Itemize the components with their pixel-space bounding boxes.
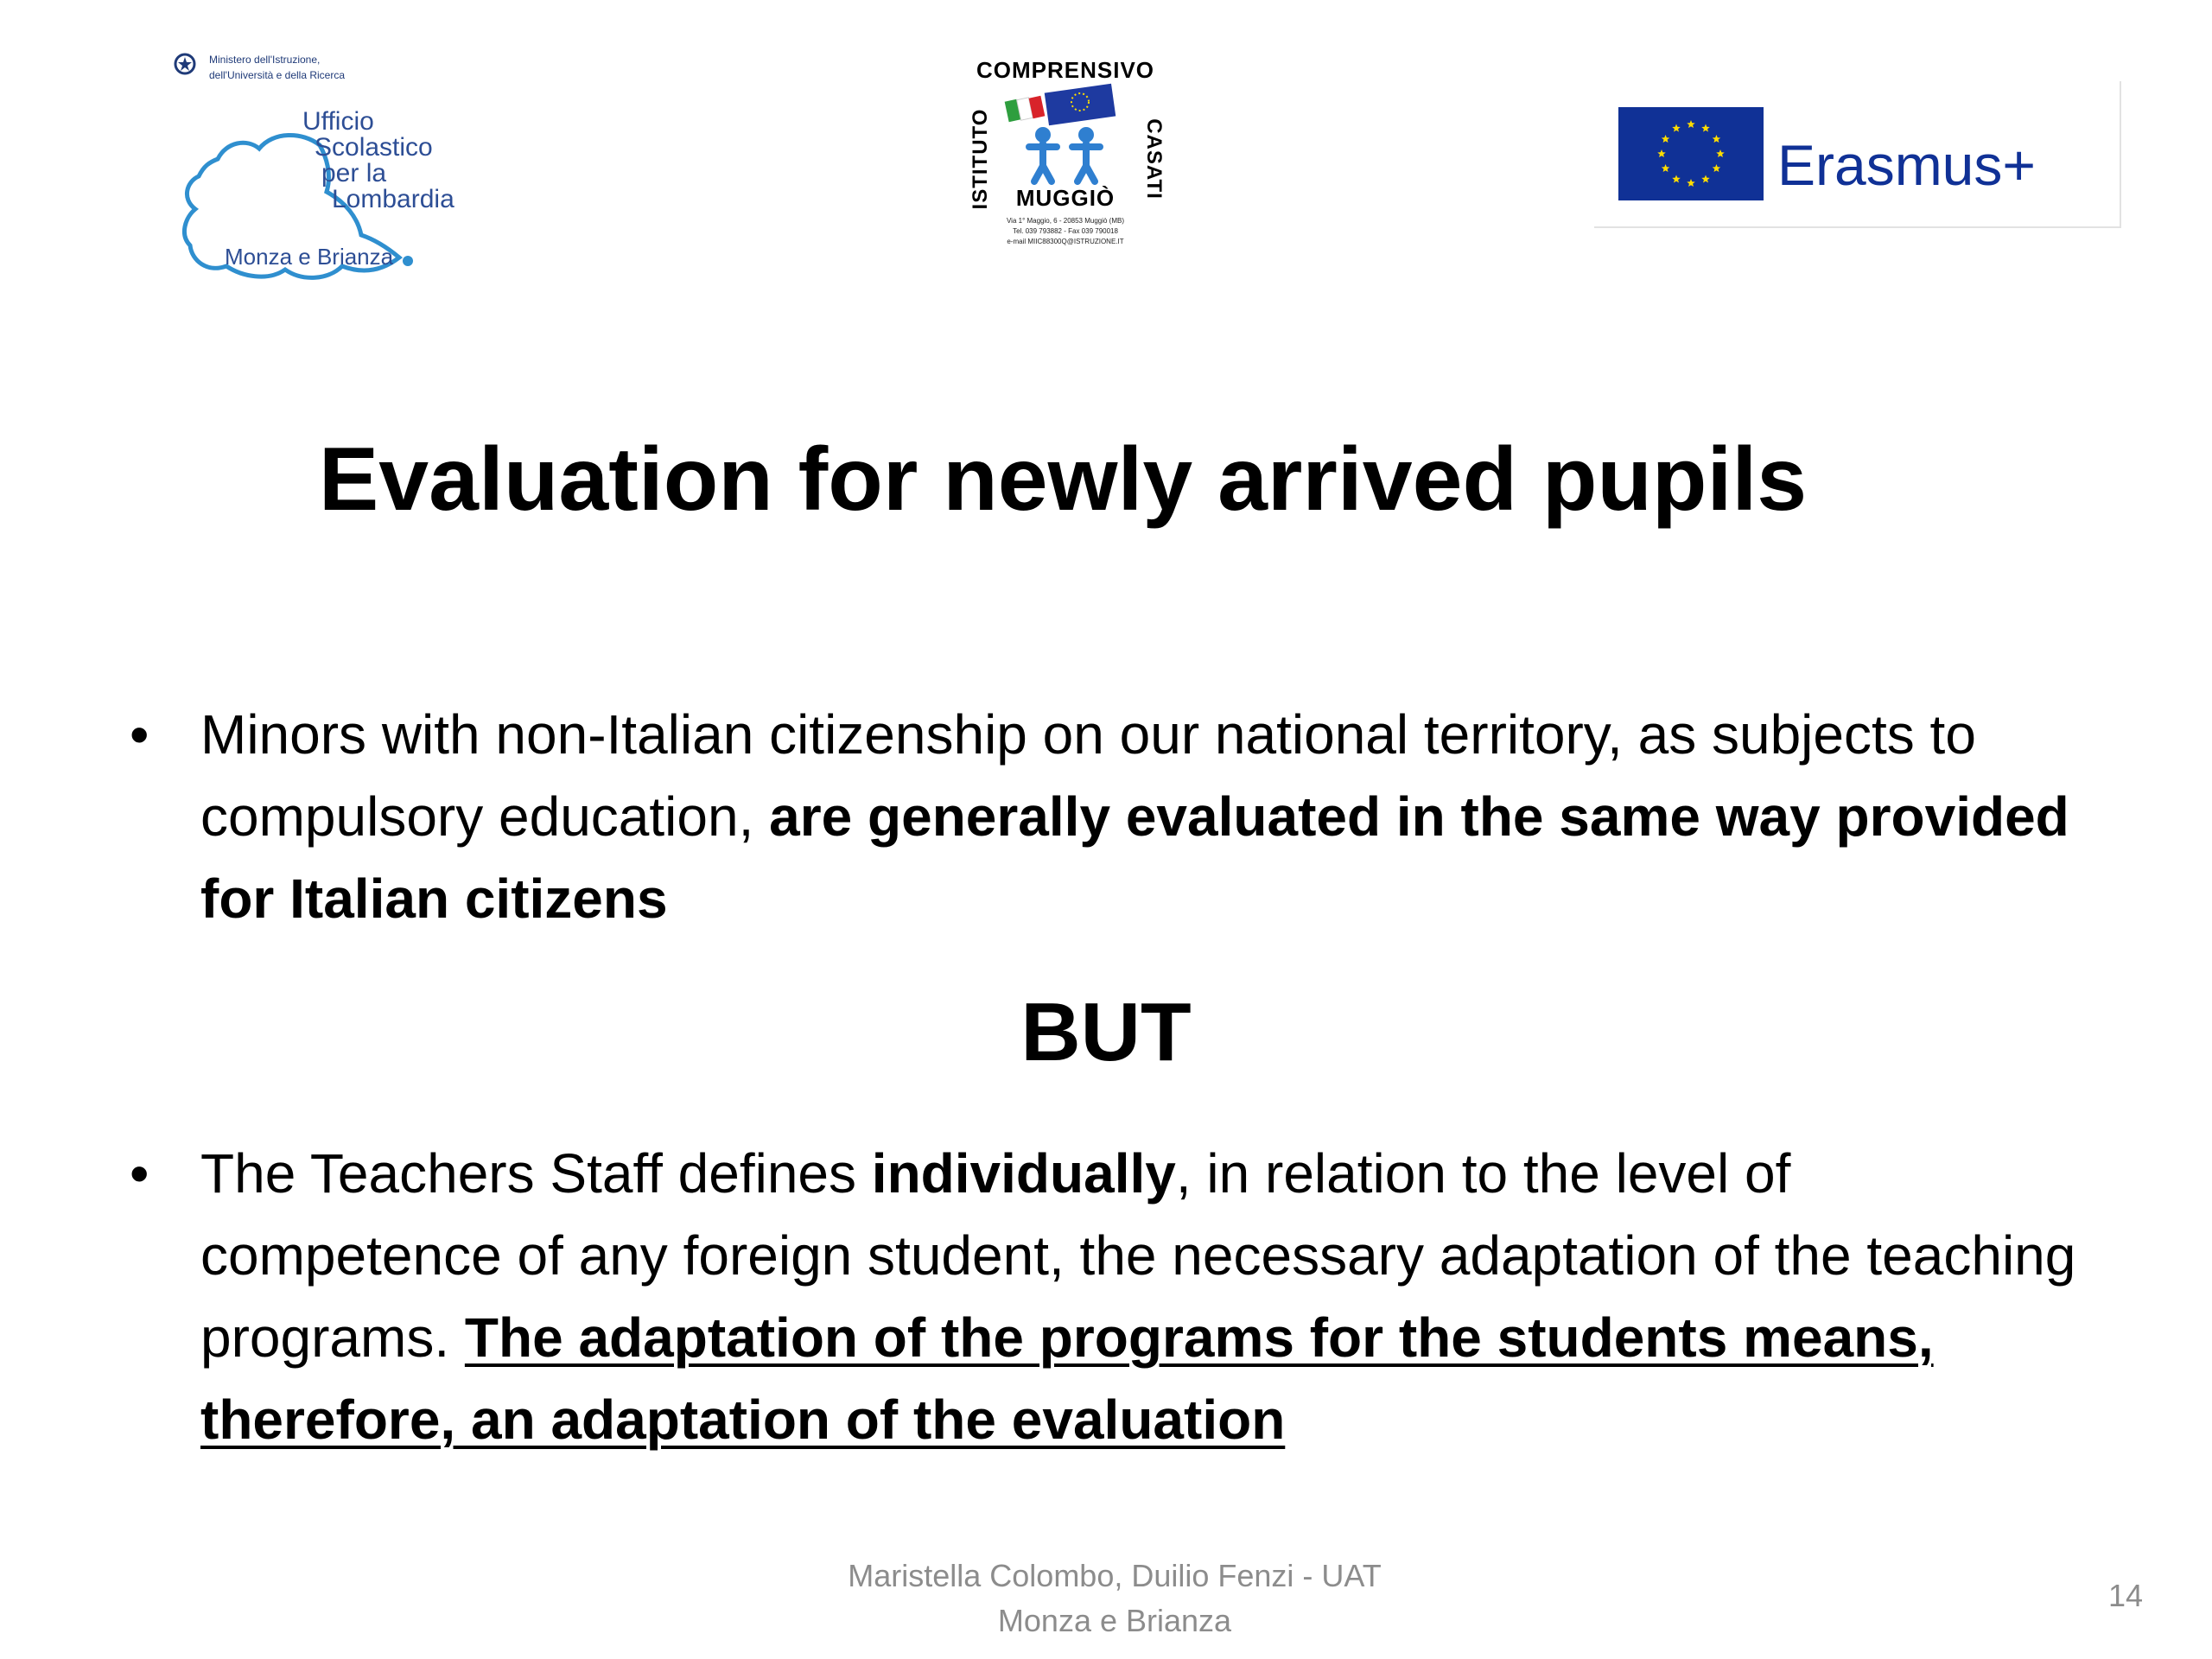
bullet-1-plain: Minors with non-Italian citizenship on our national territory, as subjects to compulsory education, xyxy=(200,703,1976,848)
usr-name-line-3: per la xyxy=(321,159,387,188)
usr-name xyxy=(302,109,454,213)
usr-subtitle: Monza e Brianza xyxy=(225,244,394,270)
bullet-2-bold: individually xyxy=(871,1142,1176,1205)
bullet-1-text xyxy=(200,694,2100,940)
school-name-left: ISTITUTO xyxy=(969,108,992,210)
school-name-top: COMPRENSIVO xyxy=(976,57,1155,83)
bullet-2-start: The Teachers Staff defines xyxy=(200,1142,872,1205)
school-name-bottom: MUGGIÒ xyxy=(1015,185,1116,211)
footer-line-1: Maristella Colombo, Duilio Fenzi - UAT xyxy=(848,1558,1382,1593)
bullet-2-mid: , in relation to the level of competence of any foreign student, the necessary adaptation of the teaching programs. xyxy=(200,1142,2076,1369)
bullet-2 xyxy=(130,1133,2100,1461)
footer-line-2: Monza e Brianza xyxy=(997,1603,1232,1638)
bullet-2-text xyxy=(200,1133,2100,1461)
but-separator: BUT xyxy=(1020,986,1192,1078)
usr-name-line-2: Scolastico xyxy=(315,133,433,162)
bullet-marker: • xyxy=(130,703,149,766)
erasmus-plus-logo xyxy=(1594,81,2121,228)
usr-lombardia-logo xyxy=(173,52,484,276)
children-flags-icon xyxy=(1003,83,1124,187)
ministry-line-1: Ministero dell'Istruzione, xyxy=(209,54,321,66)
usr-name-line-4: Lombardia xyxy=(332,185,454,213)
school-logo xyxy=(955,57,1171,264)
school-address-line-3: e-mail MIIC88300Q@ISTRUZIONE.IT xyxy=(1007,238,1124,245)
slide-title: Evaluation for newly arrived pupils xyxy=(318,429,1808,530)
republic-emblem-icon xyxy=(173,52,197,76)
footer-authors xyxy=(760,1554,1469,1643)
erasmus-wordmark: Erasmus+ xyxy=(1777,133,2036,197)
ministry-header xyxy=(173,52,345,83)
page-number: 14 xyxy=(2107,1578,2143,1613)
school-address xyxy=(962,216,1169,247)
school-name-right: CASATI xyxy=(1142,118,1166,200)
school-address-line-2: Tel. 039 793882 - Fax 039 790018 xyxy=(1013,227,1118,235)
usr-name-line-1: Ufficio xyxy=(302,107,374,136)
bullet-1-bold: are generally evaluated in the same way provided for Italian citizens xyxy=(200,785,2069,930)
bullet-1 xyxy=(130,694,2100,940)
bullet-2-bold-underlined: The adaptation of the programs for the students means, therefore, an adaptation of the evaluation xyxy=(200,1306,1934,1451)
ministry-line-2: dell'Università e della Ricerca xyxy=(209,69,346,81)
eu-flag-icon xyxy=(1618,107,1764,200)
school-address-line-1: Via 1° Maggio, 6 - 20853 Muggiò (MB) xyxy=(1006,217,1124,225)
bullet-marker: • xyxy=(130,1142,149,1205)
